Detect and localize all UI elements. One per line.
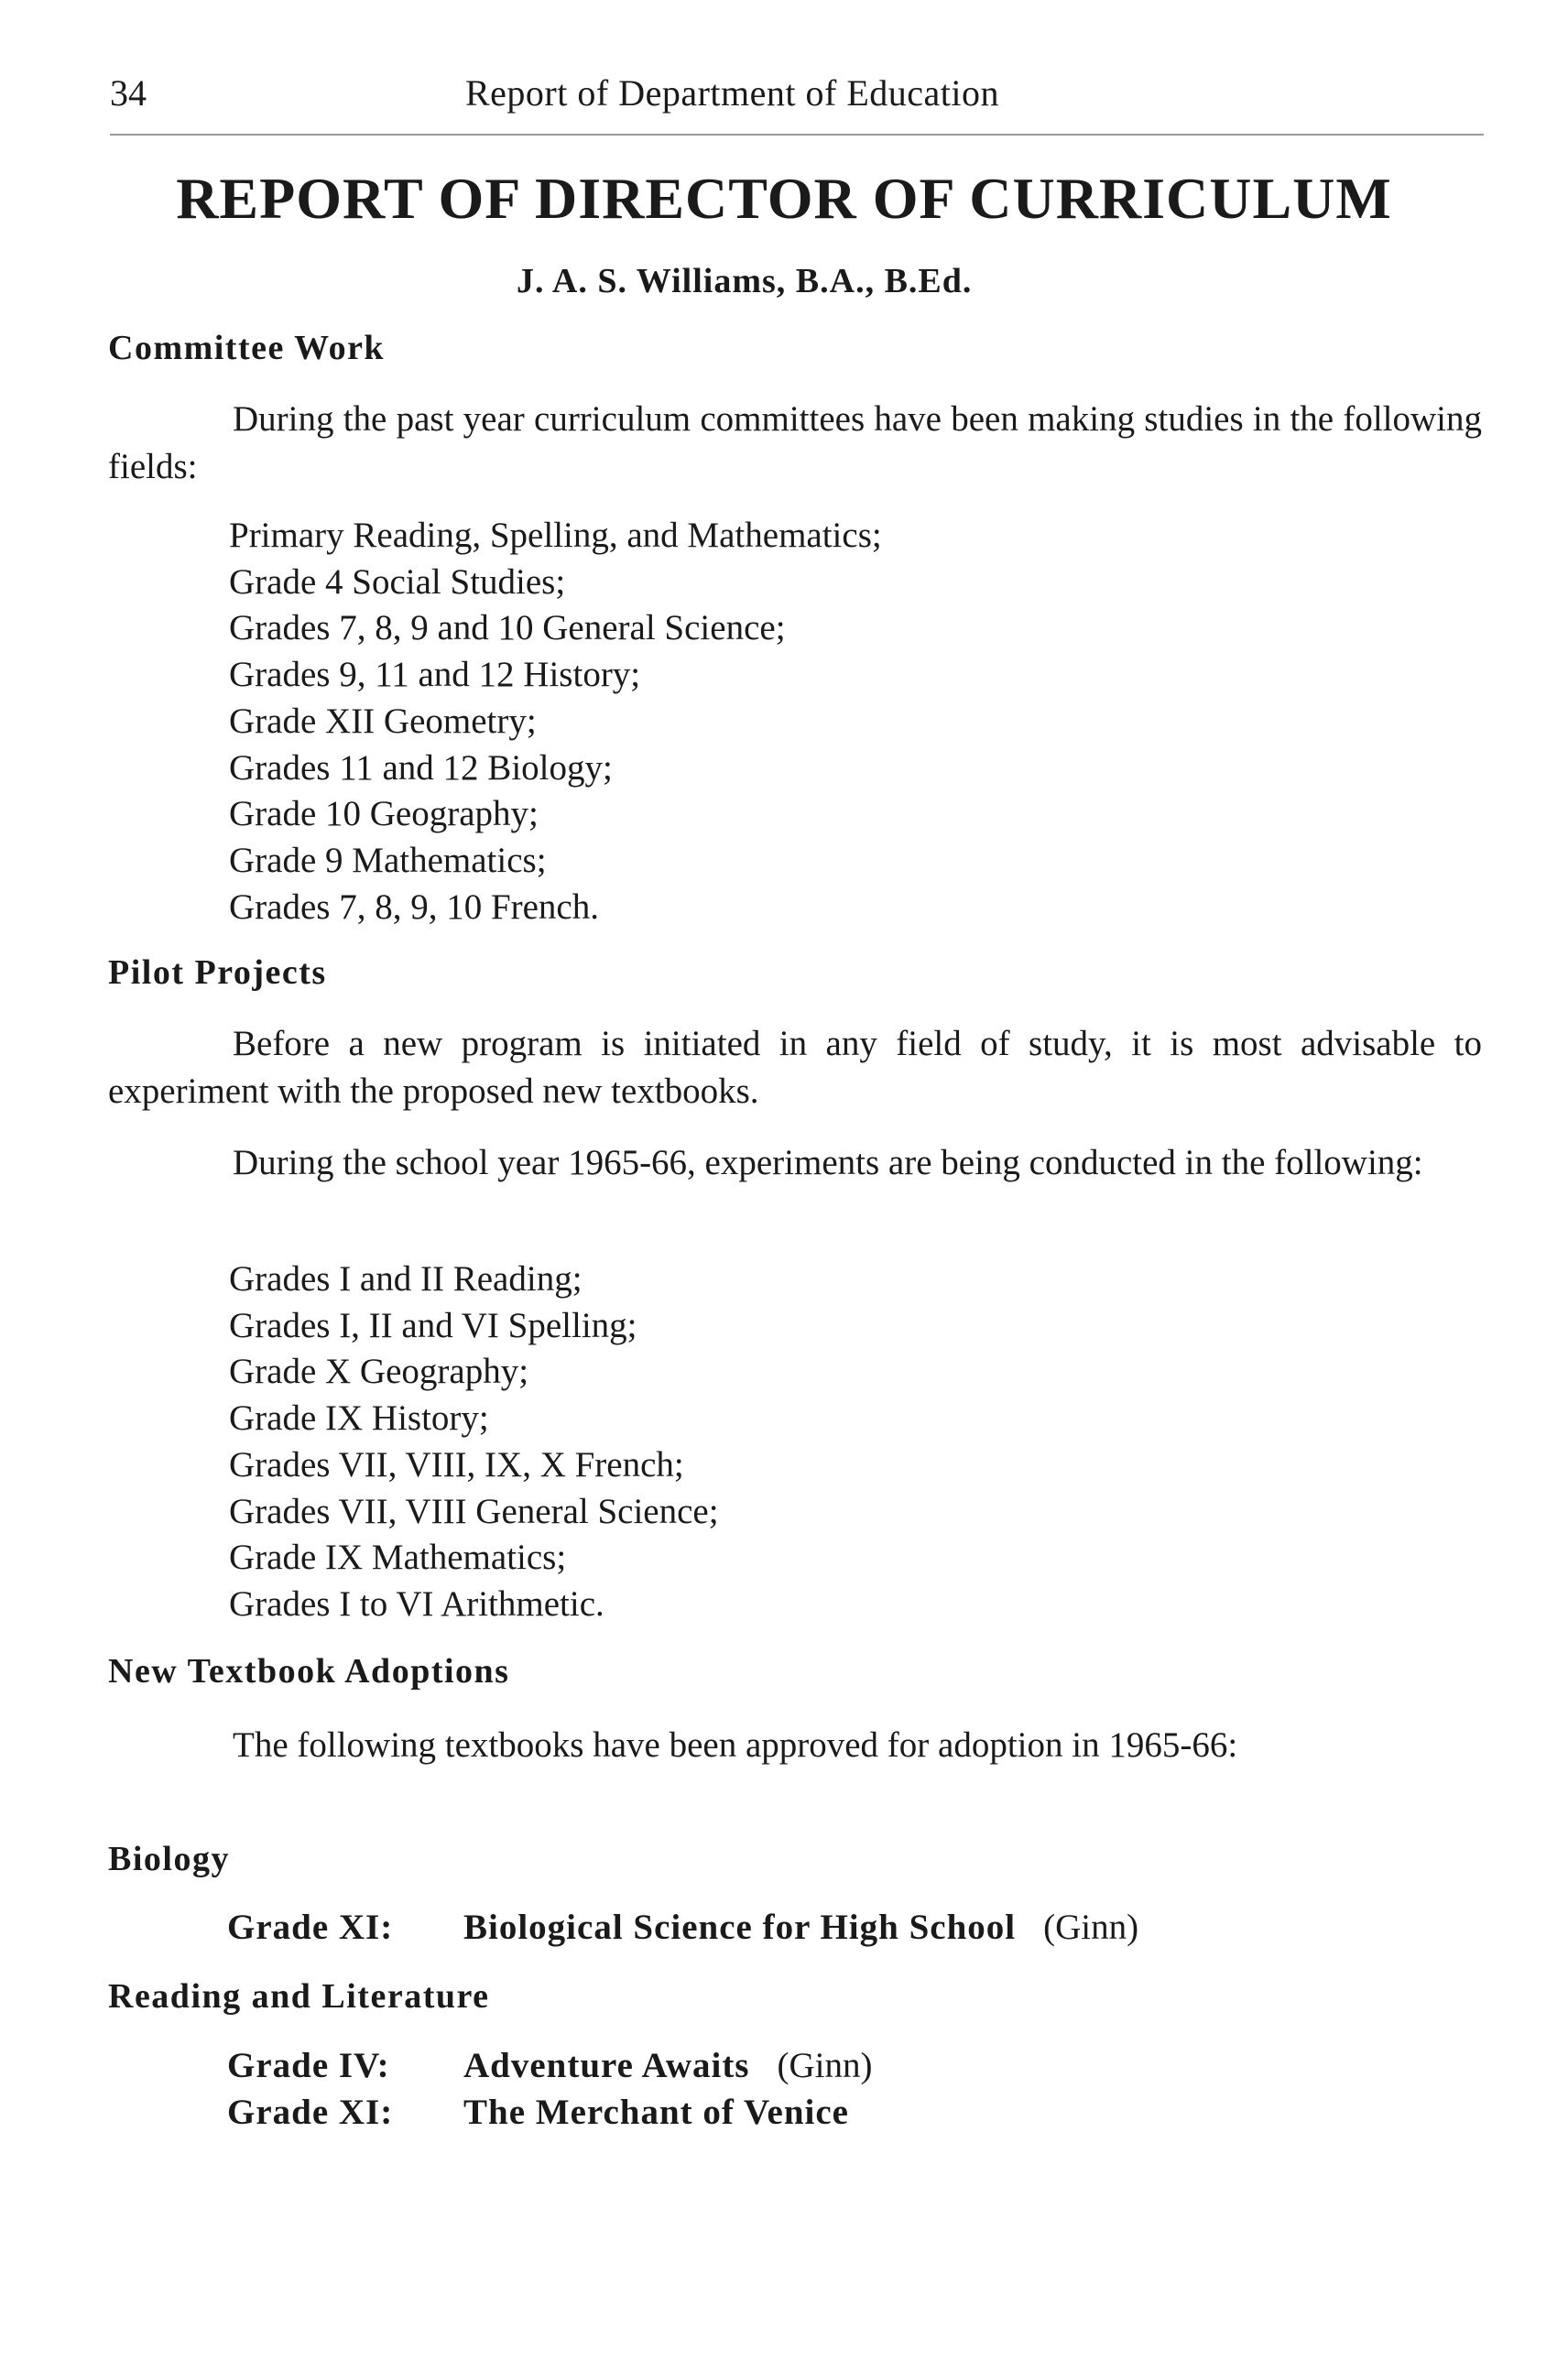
list-item: Grades VII, VIII, IX, X French; — [229, 1444, 684, 1485]
list-item: Grade 9 Mathematics; — [229, 840, 547, 880]
textbook-entry — [227, 2092, 849, 2137]
textbook-publisher: (Ginn) — [777, 2046, 873, 2085]
pilot-projects-para-2: During the school year 1965-66, experiments are being conducted in the following: — [233, 1143, 1423, 1182]
pilot-experiments-list — [229, 1256, 719, 1628]
list-item: Grades I, II and VI Spelling; — [229, 1305, 637, 1345]
new-textbooks-intro: The following textbooks have been approved for adoption in 1965-66: — [233, 1725, 1238, 1765]
textbook-grade: Grade XI: — [227, 2093, 394, 2132]
textbook-grade: Grade XI: — [227, 1908, 394, 1947]
textbook-entry — [227, 2045, 872, 2091]
list-item: Grades I to VI Arithmetic. — [229, 1583, 604, 1624]
list-item: Grades 7, 8, 9, 10 French. — [229, 886, 599, 927]
list-item: Grade XII Geometry; — [229, 701, 537, 741]
list-item: Grade X Geography; — [229, 1352, 529, 1392]
list-item: Grades I and II Reading; — [229, 1259, 583, 1299]
subheading-reading-literature: Reading and Literature — [108, 1977, 490, 2016]
report-title: REPORT OF DIRECTOR OF CURRICULUM — [176, 166, 1392, 231]
textbook-title: Adventure Awaits — [463, 2046, 750, 2085]
list-item: Grade 4 Social Studies; — [229, 561, 566, 602]
running-title: Report of Department of Education — [465, 72, 999, 114]
section-heading-pilot-projects: Pilot Projects — [108, 953, 327, 992]
list-item: Grades 11 and 12 Biology; — [229, 747, 613, 788]
textbook-entry — [227, 1907, 1138, 1952]
header-rule — [110, 134, 1484, 136]
committee-work-intro: During the past year curriculum committees have been making studies in the following fields: — [108, 399, 1482, 486]
list-item: Grade IX History; — [229, 1398, 489, 1439]
list-item: Grade 10 Geography; — [229, 794, 539, 834]
pilot-projects-para-1: Before a new program is initiated in any field of study, it is most advisable to experiment with the proposed new textbooks. — [108, 1024, 1482, 1111]
section-heading-committee-work: Committee Work — [108, 329, 386, 367]
author-line: J. A. S. Williams, B.A., B.Ed. — [517, 262, 973, 300]
textbook-publisher: (Ginn) — [1043, 1908, 1139, 1947]
list-item: Primary Reading, Spelling, and Mathematics; — [229, 516, 882, 555]
textbook-title: Biological Science for High School — [463, 1908, 1017, 1947]
page-header — [110, 71, 1484, 126]
list-item: Grades VII, VIII General Science; — [229, 1491, 719, 1531]
textbook-grade: Grade IV: — [227, 2046, 390, 2085]
list-item: Grades 7, 8, 9 and 10 General Science; — [229, 608, 786, 648]
list-item: Grade IX Mathematics; — [229, 1538, 567, 1578]
textbook-title: The Merchant of Venice — [463, 2093, 849, 2132]
subheading-biology: Biology — [108, 1840, 230, 1878]
list-item: Grades 9, 11 and 12 History; — [229, 655, 641, 695]
section-heading-new-textbooks: New Textbook Adoptions — [108, 1652, 510, 1691]
committee-fields-list — [229, 513, 882, 930]
page-number: 34 — [110, 72, 147, 114]
